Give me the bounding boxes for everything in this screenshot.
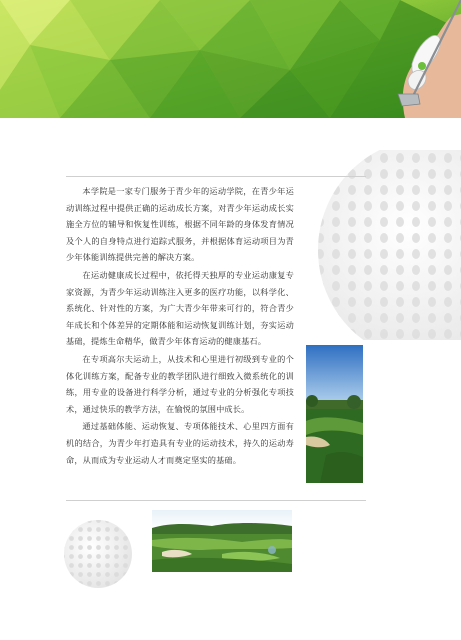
divider-line: [66, 500, 366, 501]
paragraph: 通过基础体能、运动恢复、专项体能技术、心里四方面有机的结合，为青少年打造具有专业的运动技术，持久的运动寿命，从而成为专业运动人才而奠定坚实的基础。: [66, 421, 294, 465]
paragraph: 在运动健康成长过程中，依托得天独厚的专业运动康复专家资源，为青少年运动训练注入更多的医疗功能，以科学化、系统化、针对性的方案，为广大青少年带来可行的，符合青少年成长和个体差异的定期体能和运动恢复训练计划，夯实运动基础，提炼生命精华，做青少年体育运动的健康基石。: [66, 269, 294, 347]
golf-course-photo: [306, 345, 363, 483]
golf-ball-icon: [58, 516, 138, 588]
paragraph: 在专项高尔夫运动上，从技术和心里进行初级到专业的个体化训练方案，配备专业的教学团队进行细致入微系统化的训练，用专业的设备进行科学分析，通过专业的分析强化专项技术，通过快乐的教学方法，在愉悦的氛围中成长。: [66, 353, 294, 414]
divider-line: [66, 176, 366, 177]
article-body: [66, 183, 294, 469]
header-banner: [0, 0, 461, 118]
golf-ball-icon: [312, 150, 461, 340]
paragraph: 本学院是一家专门服务于青少年的运动学院，在青少年运动训练过程中提供正确的运动成长方案，对青少年运动成长实施全方位的辅导和恢复性训练，根据不同年龄的身体发育情况及个人的自身特点进行追踪式服务，并根据体育运动项目为青少年体能训练提供完善的解决方案。: [66, 186, 294, 263]
golf-course-panorama-photo: [152, 510, 292, 572]
